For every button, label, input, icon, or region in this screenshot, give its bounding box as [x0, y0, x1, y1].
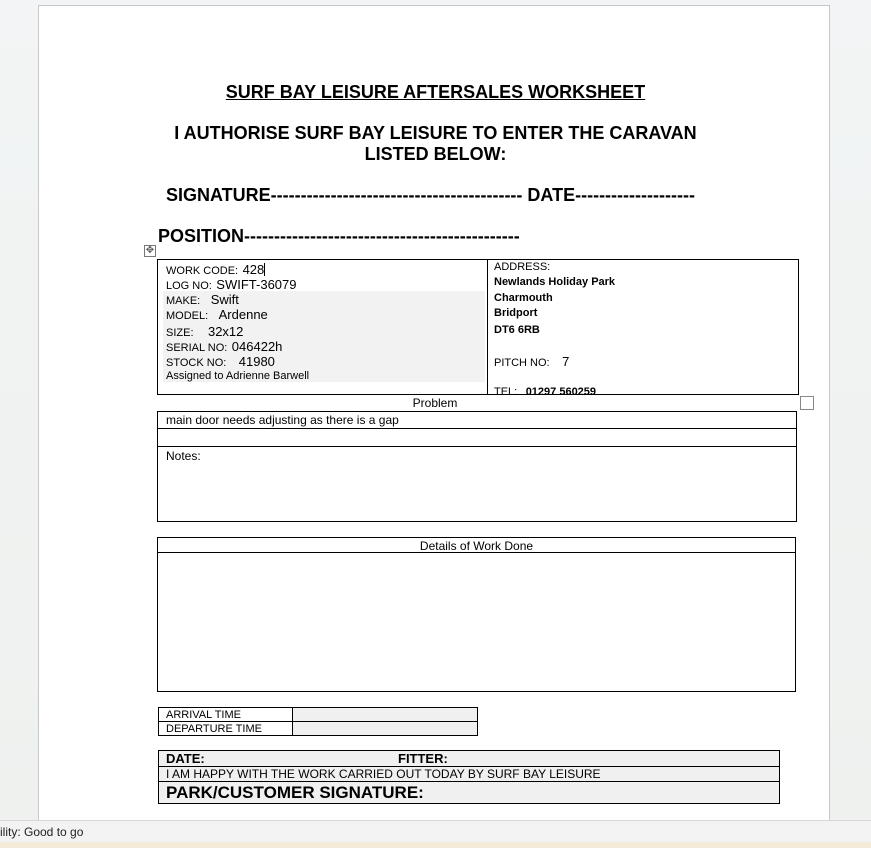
customer-signature-label: PARK/CUSTOMER SIGNATURE: — [166, 783, 424, 802]
accessibility-status[interactable]: ility: Good to go — [0, 825, 84, 839]
authorise-line-1: I AUTHORISE SURF BAY LEISURE TO ENTER THE CARAVAN — [174, 123, 697, 143]
table-resize-handle-icon[interactable] — [800, 396, 814, 410]
serial-value[interactable]: 046422h — [231, 339, 283, 354]
signoff-divider-2 — [158, 781, 780, 782]
stock-value[interactable]: 41980 — [238, 354, 275, 369]
pitch-row — [494, 353, 569, 371]
window-bottom-strip — [0, 842, 871, 848]
stock-label: STOCK NO: — [166, 357, 227, 369]
table-move-handle-icon[interactable]: ✥ — [145, 245, 155, 256]
work-code-label: WORK CODE: — [166, 265, 239, 277]
work-done-area[interactable] — [160, 556, 792, 688]
address-line-2: Charmouth — [494, 292, 553, 304]
problem-row-divider-2 — [157, 446, 797, 447]
worksheet-title: SURF BAY LEISURE AFTERSALES WORKSHEET — [225, 82, 646, 102]
model-label: MODEL: — [166, 310, 209, 322]
arrival-time-label: ARRIVAL TIME — [166, 709, 241, 721]
make-value[interactable]: Swift — [210, 292, 239, 307]
authorise-line-2: LISTED BELOW: — [364, 144, 507, 164]
work-done-heading: Details of Work Done — [419, 539, 534, 553]
signature-date-line: SIGNATURE------------------------------------------ DATE-------------------- — [166, 185, 695, 205]
model-row — [166, 306, 268, 324]
tel-value[interactable]: 01297 560259 — [525, 386, 597, 398]
stock-row — [166, 353, 275, 371]
work-code-value[interactable]: 428 — [242, 262, 265, 277]
address-label: ADDRESS: — [494, 261, 551, 273]
arrival-time-field[interactable] — [294, 708, 476, 720]
departure-time-field[interactable] — [294, 722, 476, 734]
make-label: MAKE: — [166, 295, 201, 307]
size-value[interactable]: 32x12 — [207, 324, 244, 339]
tel-label: TEL: — [494, 386, 518, 398]
fitter-label: FITTER: — [398, 751, 448, 766]
signoff-date-label: DATE: — [166, 751, 205, 766]
notes-label: Notes: — [166, 449, 201, 463]
model-value[interactable]: Ardenne — [218, 307, 268, 322]
assigned-to: Assigned to Adrienne Barwell — [166, 370, 310, 382]
text-cursor — [264, 263, 265, 276]
problem-text[interactable]: main door needs adjusting as there is a gap — [166, 413, 399, 427]
pitch-label: PITCH NO: — [494, 357, 550, 369]
table-column-divider — [487, 260, 488, 394]
problem-heading: Problem — [412, 396, 458, 410]
log-no-label: LOG NO: — [166, 280, 212, 292]
address-line-1: Newlands Holiday Park — [494, 276, 616, 288]
problem-row-divider-1 — [157, 428, 797, 429]
status-bar — [0, 820, 871, 843]
address-line-4: DT6 6RB — [494, 324, 540, 336]
serial-label: SERIAL NO: — [166, 342, 228, 354]
address-line-3: Bridport — [494, 307, 538, 319]
position-line: POSITION---------------------------------------------- — [158, 226, 520, 246]
pitch-value[interactable]: 7 — [562, 354, 570, 369]
size-label: SIZE: — [166, 327, 194, 339]
log-no-value[interactable]: SWIFT-36079 — [216, 277, 297, 292]
happy-statement: I AM HAPPY WITH THE WORK CARRIED OUT TODAY BY SURF BAY LEISURE — [166, 767, 601, 781]
departure-time-label: DEPARTURE TIME — [166, 723, 262, 735]
